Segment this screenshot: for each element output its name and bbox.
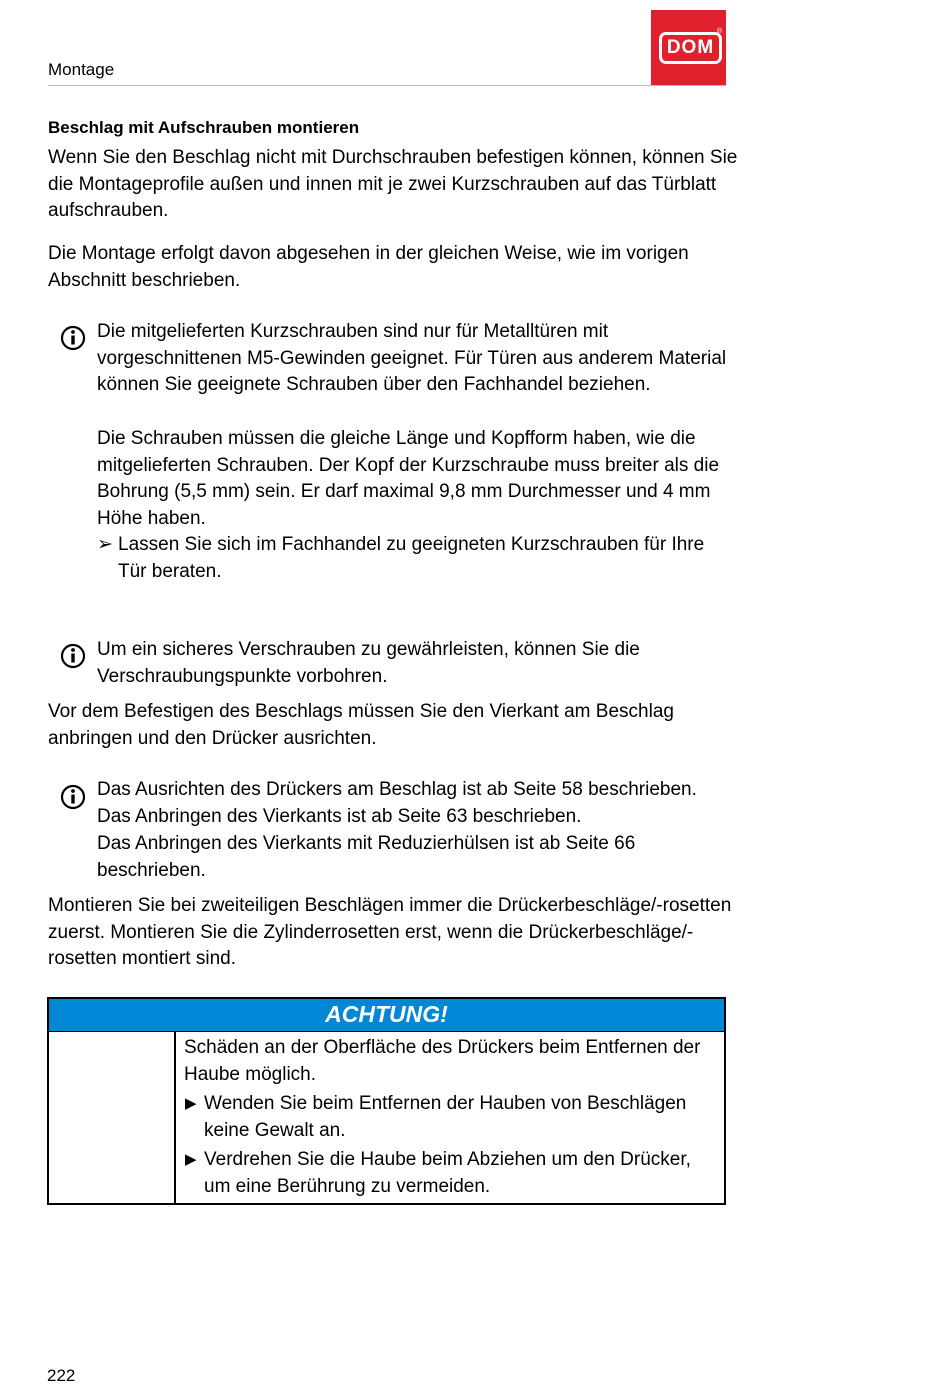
note-3-line-2: Das Anbringen des Vierkants ist ab Seite 63 beschrieben.: [97, 806, 582, 827]
paragraph-4: Montieren Sie bei zweiteiligen Beschlägen immer die Drückerbeschläge/-rosetten zuerst. Montieren Sie die Zylinderrosetten erst, wenn die Drückerbeschläge/-rosetten montiert sind.: [48, 895, 732, 970]
section-heading: Beschlag mit Aufschrauben montieren: [48, 118, 360, 137]
logo-text: DOM: [659, 32, 722, 64]
warning-box: [47, 997, 726, 1205]
header-divider: [48, 85, 726, 86]
bullet-triangle-icon: ▶: [185, 1095, 197, 1113]
bullet-triangle-icon: ▶: [185, 1151, 197, 1169]
info-icon: [60, 643, 86, 669]
note-3-line-1: Das Ausrichten des Drückers am Beschlag ist ab Seite 58 beschrieben.: [97, 779, 697, 800]
instruction-arrow-icon: ➢: [97, 534, 113, 555]
dom-logo: [651, 10, 726, 85]
registered-mark: ®: [717, 28, 723, 35]
note-1-text-2: Die Schrauben müssen die gleiche Länge und Kopfform haben, wie die mitgelieferten Schrauben. Der Kopf der Kurzschraube muss breiter als die Bohrung (5,5 mm) sein. Er darf maximal 9,8 mm Durchmesser und 4 mm Höhe haben.: [97, 428, 720, 529]
header-title: Montage: [48, 60, 115, 79]
paragraph-1: Wenn Sie den Beschlag nicht mit Durchschrauben befestigen können, können Sie die Montageprofile außen und innen mit je zwei Kurzschrauben auf das Türblatt aufschrauben.: [48, 147, 738, 222]
instruction-text: Lassen Sie sich im Fachhandel zu geeigneten Kurzschrauben für Ihre Tür beraten.: [118, 534, 705, 582]
paragraph-2: Die Montage erfolgt davon abgesehen in der gleichen Weise, wie im vorigen Abschnitt beschrieben.: [48, 243, 689, 291]
warning-title: ACHTUNG!: [49, 999, 724, 1032]
warning-message: Schäden an der Oberfläche des Drückers beim Entfernen der Haube möglich.: [184, 1037, 701, 1085]
warning-symbol-cell: [49, 1032, 176, 1203]
warning-body: [184, 1035, 719, 1201]
page-number: 222: [47, 1366, 76, 1385]
note-1-instruction: [97, 532, 737, 585]
info-icon: [60, 325, 86, 351]
note-2-text: Um ein sicheres Verschrauben zu gewährleisten, können Sie die Verschraubungspunkte vorbohren.: [97, 639, 640, 687]
note-1-text-1: Die mitgelieferten Kurzschrauben sind nur für Metalltüren mit vorgeschnittenen M5-Gewinden geeignet. Für Türen aus anderem Material können Sie geeignete Schrauben über den Fachhandel beziehen.: [97, 321, 727, 396]
info-icon: [60, 784, 86, 810]
note-3-line-3: Das Anbringen des Vierkants mit Reduzierhülsen ist ab Seite 66 beschrieben.: [97, 833, 636, 881]
warning-bullet-text: Verdrehen Sie die Haube beim Abziehen um den Drücker, um eine Berührung zu vermeiden.: [204, 1149, 691, 1197]
warning-bullet-text: Wenden Sie beim Entfernen der Hauben von Beschlägen keine Gewalt an.: [204, 1093, 687, 1141]
warning-bullet: [184, 1147, 719, 1200]
paragraph-3: Vor dem Befestigen des Beschlags müssen Sie den Vierkant am Beschlag anbringen und den Drücker ausrichten.: [48, 701, 674, 749]
warning-bullet: [184, 1091, 719, 1144]
